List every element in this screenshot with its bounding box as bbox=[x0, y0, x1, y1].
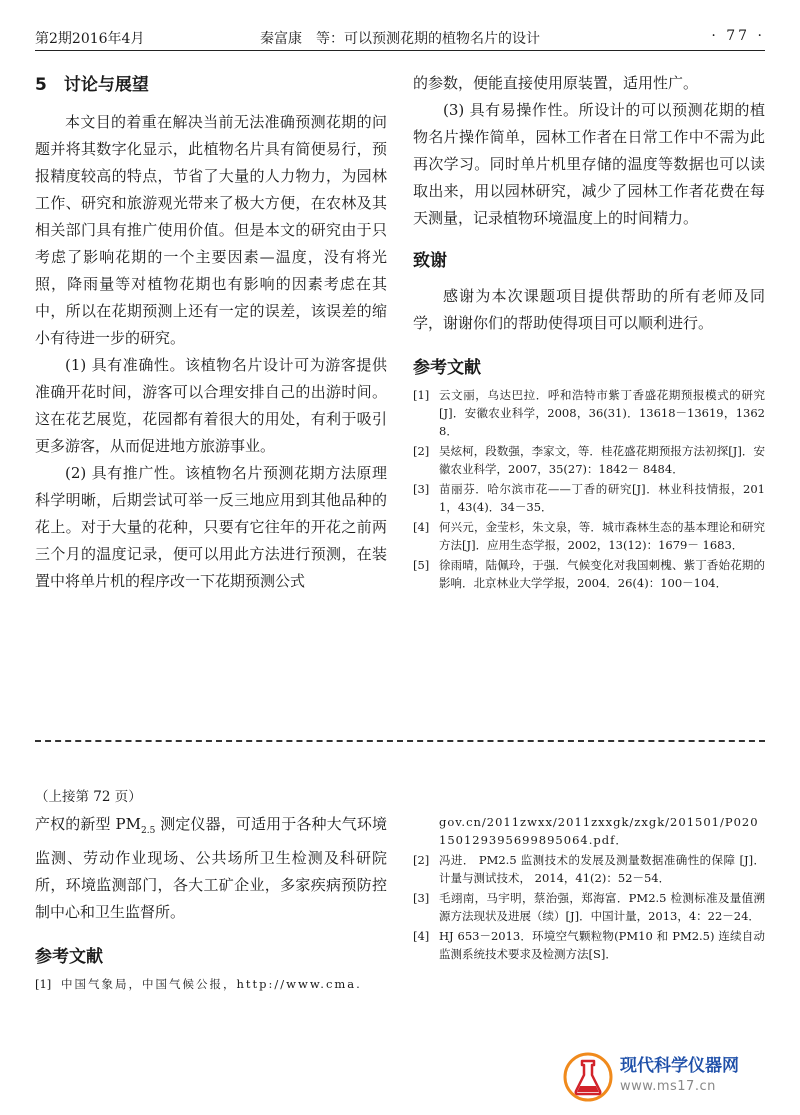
reference-item: [1] 云文丽，乌达巴拉．呼和浩特市紫丁香盛花期预报模式的研究[J]．安徽农业科学，2008，36(31)．13618－13619，13628． bbox=[413, 388, 765, 438]
ack-title: 致谢 bbox=[413, 251, 447, 271]
watermark-name: 现代科学仪器网 bbox=[620, 1056, 739, 1076]
issue-label: 第2期2016年4月 bbox=[35, 31, 145, 47]
site-watermark bbox=[562, 1045, 792, 1107]
references-title: 参考文献 bbox=[413, 358, 481, 378]
paragraph: 本文目的着重在解决当前无法准确预测花期的问题并将其数字化显示，此植物名片具有简便易行，预报精度较高的特点，节省了大量的人力物力，为园林工作、研究和旅游观光带来了极大方便，在农林及其相关部门具有推广使用价值。但是本文的研究由于只考虑了影响花期的一个主要因素—温度，没有将光照，降雨量等对植物花期也有影响的因素考虑在其中，所以在花期预测上还有一定的误差，该误差的缩小有待进一步的研究。 bbox=[35, 113, 387, 347]
bottom-left-column bbox=[35, 785, 387, 995]
right-column bbox=[413, 70, 765, 594]
reference-item-continued: gov.cn/2011zwxx/2011zxxgk/zxgk/201501/P020150129395699895064.pdf． bbox=[439, 815, 759, 847]
section-title: 5 讨论与展望 bbox=[35, 75, 149, 95]
reference-list bbox=[413, 813, 765, 963]
reference-item: [5] 徐雨晴，陆佩玲，于强．气候变化对我国刺槐、紫丁香始花期的影响．北京林业大学学报，2004．26(4)：100－104． bbox=[413, 558, 765, 590]
paragraph: (2) 具有推广性。该植物名片预测花期方法原理科学明晰，后期尝试可举一反三地应用到其他品种的花上。对于大量的花种，只要有它往年的开花之前两三个月的温度记录，便可以用此方法进行预测，在装置中将单片机的程序改一下花期预测公式 bbox=[35, 464, 387, 590]
left-column bbox=[35, 70, 387, 595]
reference-item: [3] 毛翊南，马宇明，蔡治强，郑海富．PM2.5 检测标准及量值溯源方法现状及进展（续）[J]．中国计量，2013，4：22－24． bbox=[413, 891, 765, 923]
watermark-url: www.ms17.cn bbox=[620, 1079, 716, 1094]
bottom-right-column bbox=[413, 813, 765, 965]
reference-item: [1] 中国气象局，中国气候公报，http://www.cma. bbox=[35, 977, 362, 991]
reference-item: [2] 吴炫柯，段数强，李家文，等．桂花盛花期预报方法初探[J]．安徽农业科学，2007，35(27)：1842－ 8484． bbox=[413, 444, 765, 476]
reference-item: [4] 何兴元，金莹杉，朱文泉，等．城市森林生态的基本理论和研究方法[J]．应用生态学报，2002，13(12)：1679－ 1683． bbox=[413, 520, 765, 552]
running-header bbox=[35, 28, 765, 51]
paragraph: (3) 具有易操作性。所设计的可以预测花期的植物名片操作简单，园林工作者在日常工作中不需为此再次学习。同时单片机里存储的温度等数据也可以读取出来，用以园林研究，减少了园林工作者花费在每天测量，记录植物环境温度上的时间精力。 bbox=[413, 101, 765, 227]
ack-paragraph: 感谢为本次课题项目提供帮助的所有老师及同学，谢谢你们的帮助使得项目可以顺利进行。 bbox=[413, 287, 765, 332]
reference-list bbox=[35, 975, 387, 993]
reference-item: [3] 苗丽芬．哈尔滨市花——丁香的研究[J]．林业科技情报，2011，43(4)．34－35． bbox=[413, 482, 765, 514]
paragraph: (1) 具有准确性。该植物名片设计可为游客提供准确开花时间，游客可以合理安排自己的出游时间。这在花艺展览，花园都有着很大的用处，有利于吸引更多游客，从而促进地方旅游事业。 bbox=[35, 356, 387, 455]
section-divider bbox=[35, 740, 765, 742]
reference-item: [2] 冯进． PM2.5 监测技术的发展及测量数据准确性的保障 [J]．计量与测试技术， 2014，41(2)：52－54． bbox=[413, 853, 765, 885]
page-number: · 77 · bbox=[711, 28, 765, 44]
paragraph-continued: 的参数，便能直接使用原装置，适用性广。 bbox=[413, 74, 699, 92]
reference-list bbox=[413, 386, 765, 592]
continued-note: （上接第 72 页） bbox=[35, 789, 142, 805]
references-title: 参考文献 bbox=[35, 947, 103, 967]
paragraph-continued: 产权的新型 $PM_{2.5}$ 测定仪器，可适用于各种大气环境监测、劳动作业现场、公共场所卫生检测及科研院所，环境监测部门，各大工矿企业，多家疾病预防控制中心和卫生监督所。 bbox=[35, 815, 387, 921]
reference-item: [4] HJ 653－2013．环境空气颗粒物(PM10 和 PM2.5) 连续自动监测系统技术要求及检测方法[S]． bbox=[413, 929, 765, 961]
running-title: 秦富康 等：可以预测花期的植物名片的设计 bbox=[260, 31, 540, 47]
flask-logo-icon bbox=[562, 1051, 614, 1103]
